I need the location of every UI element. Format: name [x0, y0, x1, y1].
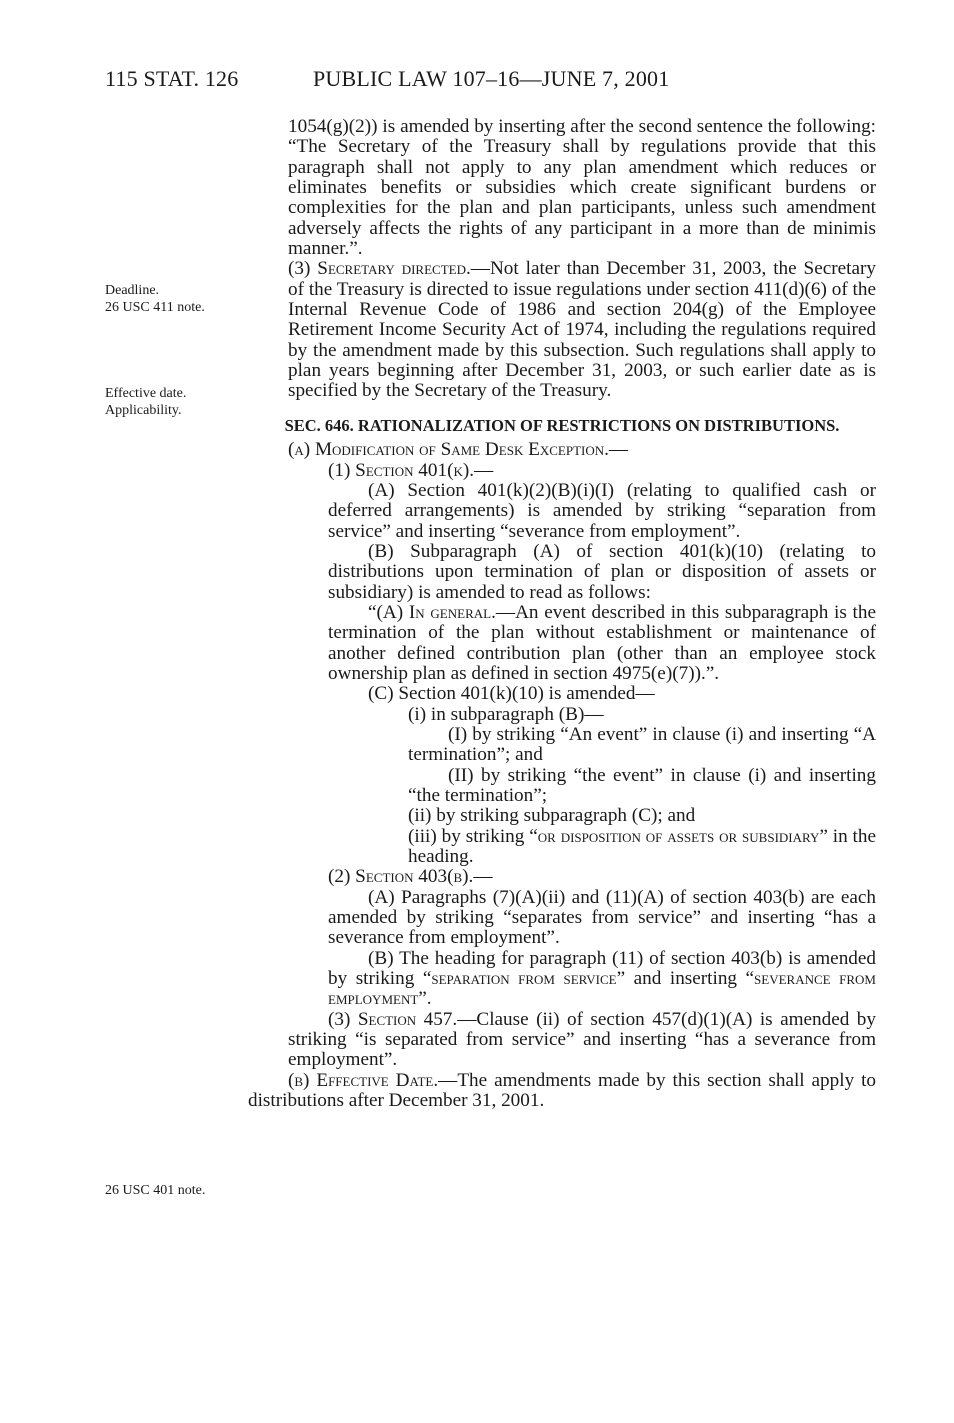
- margin-note-effective-text: Effective date.: [105, 386, 187, 401]
- clause-a1C-iii-pre: (iii) by striking “: [408, 825, 538, 847]
- paragraph-3-label: (3) Secretary directed.: [288, 258, 471, 280]
- subsection-a-heading-text: (a) Modification of Same Desk Exception.—: [288, 439, 629, 461]
- margin-note-deadline: [105, 282, 240, 316]
- subparagraph-a2B-struck-heading: separation from service: [431, 968, 617, 990]
- paragraph-a2-heading-text: (2) Section 403(b).—: [328, 866, 493, 888]
- body-text: [248, 117, 876, 1112]
- subsection-b-text: —The amendments made by this section shall apply to distributions after December 31, 2001.: [248, 1069, 876, 1112]
- subparagraph-a2B-mid: ” and inserting “: [616, 968, 755, 990]
- subsection-a-heading: [248, 440, 876, 460]
- paragraph-3-secretary-directed: [248, 259, 876, 401]
- paragraph-a1-heading-text: (1) Section 401(k).—: [328, 459, 494, 481]
- subclause-a1C-i-II: (II) by striking “the event” in clause (i) and inserting “the termination”;: [408, 764, 876, 806]
- paragraph-a3-label: (3) Section 457.: [328, 1008, 458, 1030]
- clause-a1C-iii-heading-text: or disposition of assets or subsidiary: [537, 825, 820, 847]
- subparagraph-a1C: (C) Section 401(k)(10) is amended—: [368, 683, 655, 705]
- subparagraph-a1A: [248, 481, 876, 542]
- margin-note-applicability: Applicability.: [105, 403, 182, 418]
- paragraph-3-text: —Not later than December 31, 2003, the Secretary of the Treasury is directed to issue regulations under section 411(d)(6) of the Internal Revenue Code of 1986 and section 204(g) of the Employee Retirement Income Security Act of 1974, including the regulations required by the amendment made by this subsection. Such regulations shall apply to plan years beginning after December 31, 2003, or such earlier date as is specified by the Secretary of the Treasury.: [288, 258, 876, 402]
- paragraph-a1-heading: [248, 461, 876, 481]
- margin-note-usc-411: 26 USC 411 note.: [105, 300, 205, 315]
- paragraph-continuation: 1054(g)(2)) is amended by inserting after the second sentence the following: “The Secretary of the Treasury shall by regulations provide that this paragraph shall not apply to any plan amendment which reduces or eliminates benefits or subsidies which create significant burdens or complexities for the plan and plan participants, unless such amendment adversely affects the rights of any participant in a more than de minimis manner.”.: [288, 116, 876, 260]
- subsection-b: [248, 1071, 876, 1112]
- subparagraph-a2B-pre: (B) The heading for paragraph (11) of section 403(b) is amended by striking “: [328, 947, 876, 990]
- quoted-subparagraph-label: “(A) In general.: [368, 601, 496, 623]
- clause-a1C-ii: (ii) by striking subparagraph (C); and: [408, 805, 696, 827]
- section-heading: SEC. 646. RATIONALIZATION OF RESTRICTIONS ON DISTRIBUTIONS.: [284, 415, 840, 435]
- subparagraph-a2A: (A) Paragraphs (7)(A)(ii) and (11)(A) of section 403(b) are each amended by striking “separates from service” and inserting “has a severance from employment”.: [328, 886, 876, 949]
- quoted-subparagraph-A: [248, 603, 876, 684]
- clause-a1C-iii-post: ” in the heading.: [408, 825, 876, 868]
- subclause-a1C-i-I: (I) by striking “An event” in clause (i) and inserting “A termination”; and: [408, 723, 876, 766]
- margin-note-effective: [105, 385, 240, 419]
- subparagraph-a2B-post: ”.: [418, 988, 432, 1010]
- paragraph-a3-text: —Clause (ii) of section 457(d)(1)(A) is amended by striking “is separated from service” and inserting “has a severance from employment”.: [288, 1008, 876, 1071]
- margin-note-usc-401: 26 USC 401 note.: [105, 1183, 206, 1198]
- subparagraph-a2B-inserted-heading: severance from employment: [328, 968, 876, 1010]
- paragraph-a2-heading: [248, 867, 876, 887]
- clause-a1C-iii: [248, 827, 876, 868]
- paragraph-a3: [248, 1010, 876, 1071]
- subparagraph-a1A-text: (A) Section 401(k)(2)(B)(i)(I) (relating to qualified cash or deferred arrangements) is amended by striking “separation from service” and inserting “severance from employment”.: [328, 479, 876, 542]
- subparagraph-a2B: [248, 949, 876, 1010]
- margin-note-deadline-text: Deadline.: [105, 283, 160, 298]
- subsection-b-label: (b) Effective Date.: [288, 1069, 439, 1091]
- clause-a1C-i: (i) in subparagraph (B)—: [408, 703, 604, 725]
- page-number-header: 115 STAT. 126: [105, 66, 239, 91]
- public-law-header: PUBLIC LAW 107–16—JUNE 7, 2001: [313, 66, 670, 91]
- quoted-subparagraph-text: —An event described in this subparagraph is the termination of the plan without establishment or maintenance of another defined contribution plan (other than an employee stock ownership plan as defined in section 4975(e)(7)).”.: [328, 601, 877, 684]
- subparagraph-a1B: (B) Subparagraph (A) of section 401(k)(10) (relating to distributions upon termination of plan or disposition of assets or subsidiary) is amended to read as follows:: [328, 540, 876, 603]
